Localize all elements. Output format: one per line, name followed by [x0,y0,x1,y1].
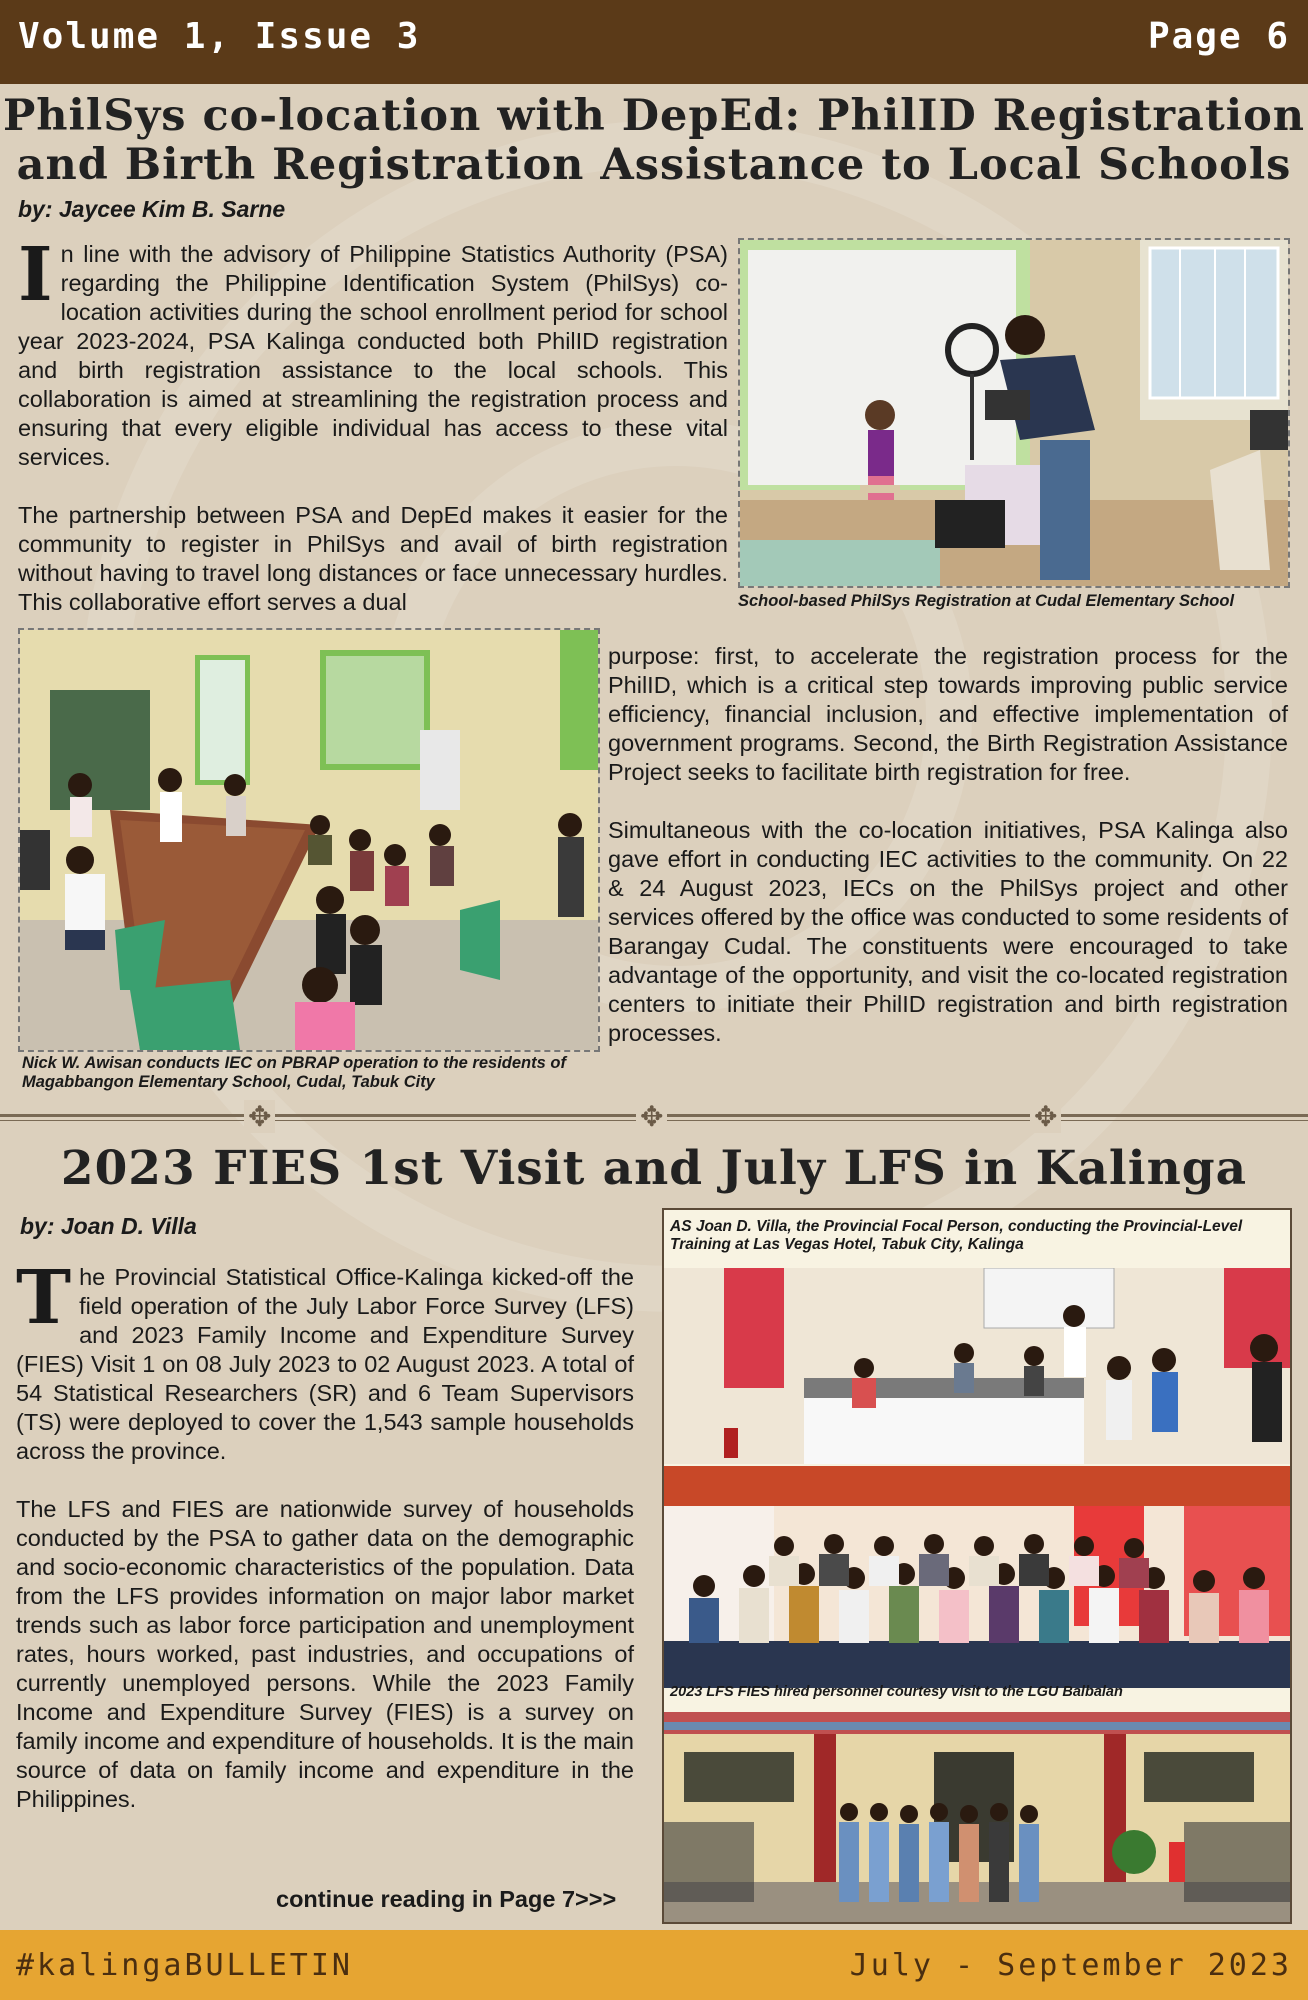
photo-lgu-courtesy-visit [664,1466,1290,1688]
article1-paragraph-1: In line with the advisory of Philippine Statistics Authority (PSA) regarding the Philippine Identification System (PhilSys) co-location activities during the school enrollment period for school year 2023-2024, PSA Kalinga conducted both PhilID registration and birth registration assistance to the local schools. This collaboration is aimed at streamlining the registration process and ensuring that every eligible individual has access to these vital services. [18,232,728,470]
divider-ornament-left: ✥ [244,1100,275,1133]
photo-lgu-building [664,1712,1290,1922]
page-number: Page 6 [1147,16,1290,57]
caption-philsys-registration: School-based PhilSys Registration at Cudal Elementary School [738,592,1235,610]
dropcap: T [16,1255,72,1341]
page-footer [0,1930,1308,2000]
article1-paragraph-3: purpose: first, to accelerate the registration process for the PhilID, which is a critical step towards improving public service efficiency, financial inclusion, and effective implementation of government programs. Second, the Birth Registration Assistance Project seeks to facilitate birth registration for free. [608,643,1288,785]
article2-paragraph-1: The Provincial Statistical Office-Kalinga kicked-off the field operation of the July Labor Force Survey (LFS) and 2023 Family Income and Expenditure Survey (FIES) Visit 1 on 08 July 2023 to 02 August 2023. A total of 54 Statistical Researchers (SR) and 6 Team Supervisors (TS) were deployed to cover the 1,543 sample households across the province. [16,1255,634,1464]
divider-ornament-right: ✥ [1030,1100,1061,1133]
volume-issue: Volume 1, Issue 3 [18,16,421,57]
article1-text-col1 [18,232,728,646]
bulletin-hashtag: #kalingaBULLETIN [16,1948,353,1983]
article1-paragraph-2: The partnership between PSA and DepEd makes it easier for the community to register in PhilSys and avail of birth registration without having to travel long distances or face unnecessary hurdles. This collaborative effort serves a dual [18,502,728,615]
divider-ornament-center: ✥ [636,1100,667,1133]
page-header [0,0,1308,84]
issue-date: July - September 2023 [849,1948,1292,1983]
caption-lgu-courtesy-visit: 2023 LFS FIES hired personnel courtesy visit to the LGU Balbalan [670,1684,1123,1700]
article2-title: 2023 FIES 1st Visit and July LFS in Kalinga [60,1141,1248,1196]
article2-text [16,1255,634,1843]
article1-title-line1: PhilSys co-location with DepEd: PhilID Registration [2,91,1306,141]
article1-paragraph-4: Simultaneous with the co-location initiatives, PSA Kalinga also gave effort in conducting IEC activities to the community. On 22 & 24 August 2023, IECs on the PhilSys project and other services offered by the office was conducted to some residents of Barangay Cudal. The constituents were encouraged to take advantage of the opportunity, and visit the co-located registration centers to initiate their PhilID registration and birth registration processes. [608,817,1288,1046]
photo-iec-session [18,628,600,1052]
article1-byline: by: Jaycee Kim B. Sarne [18,196,286,222]
dropcap: I [18,232,53,318]
article1-title-line2: and Birth Registration Assistance to Local Schools [16,140,1292,190]
article1-text-col2 [608,642,1288,1077]
caption-provincial-training: AS Joan D. Villa, the Provincial Focal Person, conducting the Provincial-Level Training at Las Vegas Hotel, Tabuk City, Kalinga [670,1218,1243,1253]
caption-iec-session: Nick W. Awisan conducts IEC on PBRAP operation to the residents of Magabbangon Elementary School, Cudal, Tabuk City [22,1054,566,1091]
article2-paragraph-2: The LFS and FIES are nationwide survey of households conducted by the PSA to gather data on the demographic and socio-economic characteristics of the population. Data from the LFS provides information on major labor market trends such as labor force participation and unemployment rates, hours worked, past industries, and occupations of currently unemployed persons. While the 2023 Family Income and Expenditure Survey (FIES) is a survey on family income and expenditure of households. It is the main source of data on family income and expenditure in the Philippines. [16,1496,634,1812]
photo-philsys-registration [738,238,1290,588]
article2-byline: by: Joan D. Villa [20,1213,197,1239]
section-divider [0,1103,1308,1133]
continue-reading-link[interactable]: continue reading in Page 7>>> [276,1886,617,1912]
article1-title [0,92,1308,190]
photo-collage [662,1208,1292,1924]
photo-provincial-training [664,1268,1290,1464]
